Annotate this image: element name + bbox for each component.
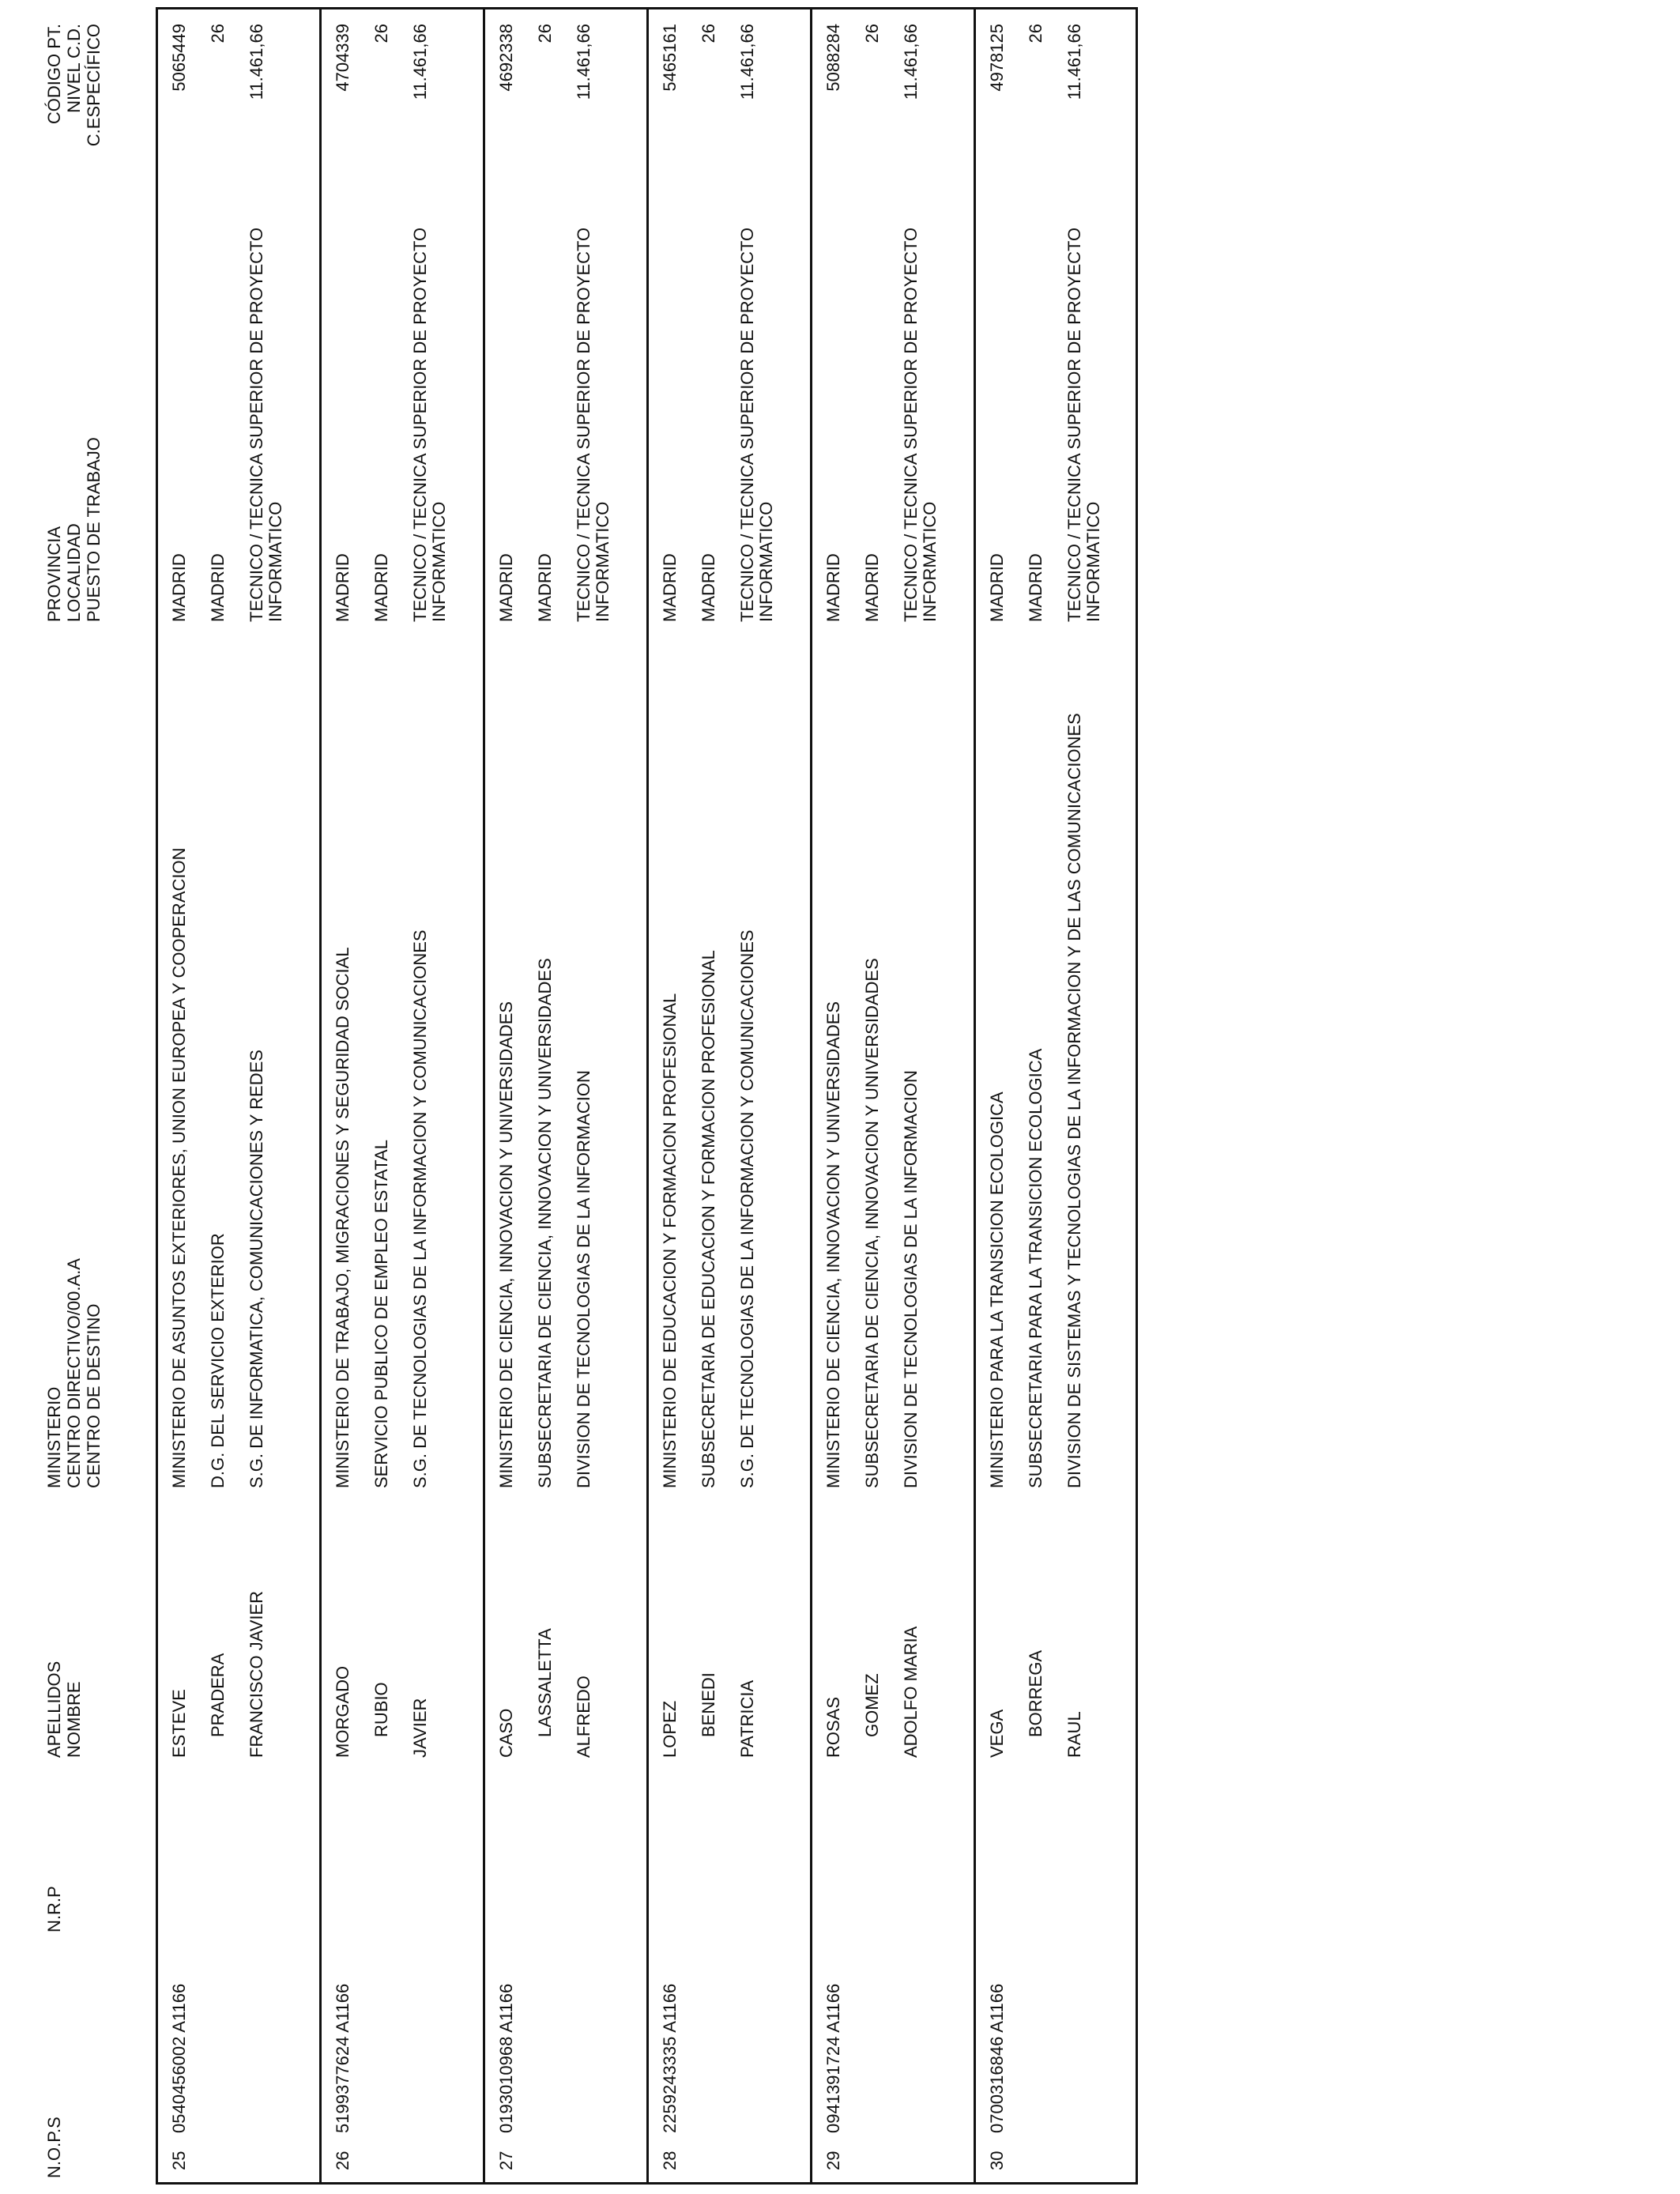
cell-nrp: 0193010968 A1166 [496,1983,516,2133]
cell-nivel: 26 [535,24,555,43]
cell-especifico: 11.461,66 [901,24,921,100]
cell-ministerio: MINISTERIO DE ASUNTOS EXTERIORES, UNION EUROPEA Y COOPERACION [169,847,189,1488]
cell-codigo: 5065449 [169,24,189,92]
cell-especifico: 11.461,66 [737,24,757,100]
cell-apellido1: MORGADO [333,1665,352,1758]
cell-puesto: TECNICO / TECNICA SUPERIOR DE PROYECTO INFORMATICO [247,227,285,622]
cell-codigo: 5088284 [823,24,843,92]
cell-apellido1: LOPEZ [660,1700,680,1758]
header-provincia-label: PROVINCIA [44,526,64,622]
cell-nombre: ADOLFO MARIA [901,1626,921,1758]
cell-nombre: RAUL [1064,1711,1084,1758]
cell-ministerio: MINISTERIO DE CIENCIA, INNOVACION Y UNIVERSIDADES [496,1001,516,1488]
cell-puesto: TECNICO / TECNICA SUPERIOR DE PROYECTO INFORMATICO [410,227,449,622]
cell-codigo: 5465161 [660,24,680,92]
cell-nivel: 26 [208,24,228,43]
cell-codigo: 4978125 [987,24,1007,92]
cell-nrp: 0540456002 A1166 [169,1983,189,2133]
header-nops [44,2117,64,2178]
cell-puesto: TECNICO / TECNICA SUPERIOR DE PROYECTO INFORMATICO [1064,227,1103,622]
cell-nivel: 26 [1026,24,1045,43]
cell-nops: 26 [333,2151,352,2170]
cell-centro-directivo: D.G. DEL SERVICIO EXTERIOR [208,1233,228,1488]
row-divider [483,7,485,2185]
cell-codigo: 4704339 [333,24,352,92]
cell-provincia: MADRID [333,553,352,622]
cell-apellido2: BENEDI [699,1672,718,1737]
cell-ministerio: MINISTERIO DE TRABAJO, MIGRACIONES Y SEGURIDAD SOCIAL [333,947,352,1488]
cell-nombre: FRANCISCO JAVIER [247,1590,266,1758]
cell-especifico: 11.461,66 [574,24,593,100]
cell-centro-destino: S.G. DE TECNOLOGIAS DE LA INFORMACION Y COMUNICACIONES [410,929,430,1488]
cell-especifico: 11.461,66 [1064,24,1084,100]
cell-nops: 28 [660,2151,680,2170]
cell-localidad: MADRID [699,553,718,622]
cell-nombre: PATRICIA [737,1679,757,1758]
cell-centro-destino: DIVISION DE SISTEMAS Y TECNOLOGIAS DE LA INFORMACION Y DE LAS COMUNICACIONES [1064,713,1084,1488]
cell-nombre: JAVIER [410,1698,430,1758]
cell-nops: 29 [823,2151,843,2170]
cell-nivel: 26 [371,24,391,43]
header-provincia-group [44,437,104,622]
cell-apellido2: GOMEZ [862,1673,882,1737]
cell-apellido1: ROSAS [823,1696,843,1758]
header-puesto-label: PUESTO DE TRABAJO [84,437,104,622]
header-apellidos-label: APELLIDOS [44,1661,64,1758]
row-divider [810,7,812,2185]
header-nrp [44,1886,64,1932]
cell-apellido2: PRADERA [208,1653,228,1737]
cell-centro-directivo: SUBSECRETARIA DE EDUCACION Y FORMACION PROFESIONAL [699,950,718,1488]
cell-centro-destino: DIVISION DE TECNOLOGIAS DE LA INFORMACION [901,1070,921,1488]
header-nops-label: N.O.P.S [44,2117,64,2178]
cell-puesto: TECNICO / TECNICA SUPERIOR DE PROYECTO INFORMATICO [737,227,776,622]
header-centro-destino-label: CENTRO DE DESTINO [84,1303,104,1488]
cell-provincia: MADRID [496,553,516,622]
cell-nrp: 0941391724 A1166 [823,1983,843,2133]
cell-nivel: 26 [862,24,882,43]
header-centro-directivo-label: CENTRO DIRECTIVO/00.A.A [64,1258,84,1488]
header-codigo-group [44,24,104,213]
cell-nrp: 0700316846 A1166 [987,1983,1007,2133]
cell-ministerio: MINISTERIO DE EDUCACION Y FORMACION PROFESIONAL [660,993,680,1488]
header-nombre-label: NOMBRE [64,1681,84,1758]
cell-provincia: MADRID [823,553,843,622]
header-especifico-label: C.ESPECÍFICO [84,24,104,147]
cell-centro-directivo: SUBSECRETARIA DE CIENCIA, INNOVACION Y UNIVERSIDADES [862,958,882,1488]
cell-localidad: MADRID [535,553,555,622]
cell-localidad: MADRID [371,553,391,622]
header-apellidos-nombre [44,1661,84,1758]
cell-nrp: 2259243335 A1166 [660,1983,680,2133]
cell-especifico: 11.461,66 [247,24,266,100]
cell-localidad: MADRID [208,553,228,622]
cell-nombre: ALFREDO [574,1676,593,1758]
cell-nops: 30 [987,2151,1007,2170]
cell-localidad: MADRID [1026,553,1045,622]
cell-apellido2: LASSALETTA [535,1628,555,1737]
cell-codigo: 4692338 [496,24,516,92]
cell-localidad: MADRID [862,553,882,622]
cell-nops: 25 [169,2151,189,2170]
header-ministerio-group [44,1258,104,1488]
cell-apellido1: VEGA [987,1709,1007,1758]
cell-nivel: 26 [699,24,718,43]
cell-nrp: 5199377624 A1166 [333,1983,352,2133]
cell-ministerio: MINISTERIO DE CIENCIA, INNOVACION Y UNIVERSIDADES [823,1001,843,1488]
cell-provincia: MADRID [169,553,189,622]
row-divider [319,7,322,2185]
cell-centro-destino: S.G. DE TECNOLOGIAS DE LA INFORMACION Y COMUNICACIONES [737,929,757,1488]
cell-centro-destino: DIVISION DE TECNOLOGIAS DE LA INFORMACION [574,1070,593,1488]
cell-nops: 27 [496,2151,516,2170]
cell-puesto: TECNICO / TECNICA SUPERIOR DE PROYECTO INFORMATICO [901,227,940,622]
header-ministerio-label: MINISTERIO [44,1386,64,1488]
cell-provincia: MADRID [987,553,1007,622]
header-nrp-label: N.R.P [44,1886,64,1932]
cell-provincia: MADRID [660,553,680,622]
cell-especifico: 11.461,66 [410,24,430,100]
header-nivel-label: NIVEL C.D. [64,24,84,113]
cell-apellido2: RUBIO [371,1682,391,1737]
header-localidad-label: LOCALIDAD [64,523,84,622]
cell-ministerio: MINISTERIO PARA LA TRANSICION ECOLOGICA [987,1091,1007,1488]
row-divider [646,7,649,2185]
cell-centro-directivo: SERVICIO PUBLICO DE EMPLEO ESTATAL [371,1140,391,1488]
cell-apellido1: CASO [496,1708,516,1758]
cell-apellido2: BORREGA [1026,1649,1045,1737]
cell-puesto: TECNICO / TECNICA SUPERIOR DE PROYECTO INFORMATICO [574,227,612,622]
cell-centro-directivo: SUBSECRETARIA DE CIENCIA, INNOVACION Y UNIVERSIDADES [535,958,555,1488]
header-codigo-label: CÓDIGO PT. [44,24,64,125]
cell-centro-directivo: SUBSECRETARIA PARA LA TRANSICION ECOLOGICA [1026,1048,1045,1488]
cell-apellido1: ESTEVE [169,1689,189,1758]
cell-centro-destino: S.G. DE INFORMATICA, COMUNICACIONES Y REDES [247,1050,266,1488]
row-divider [974,7,976,2185]
